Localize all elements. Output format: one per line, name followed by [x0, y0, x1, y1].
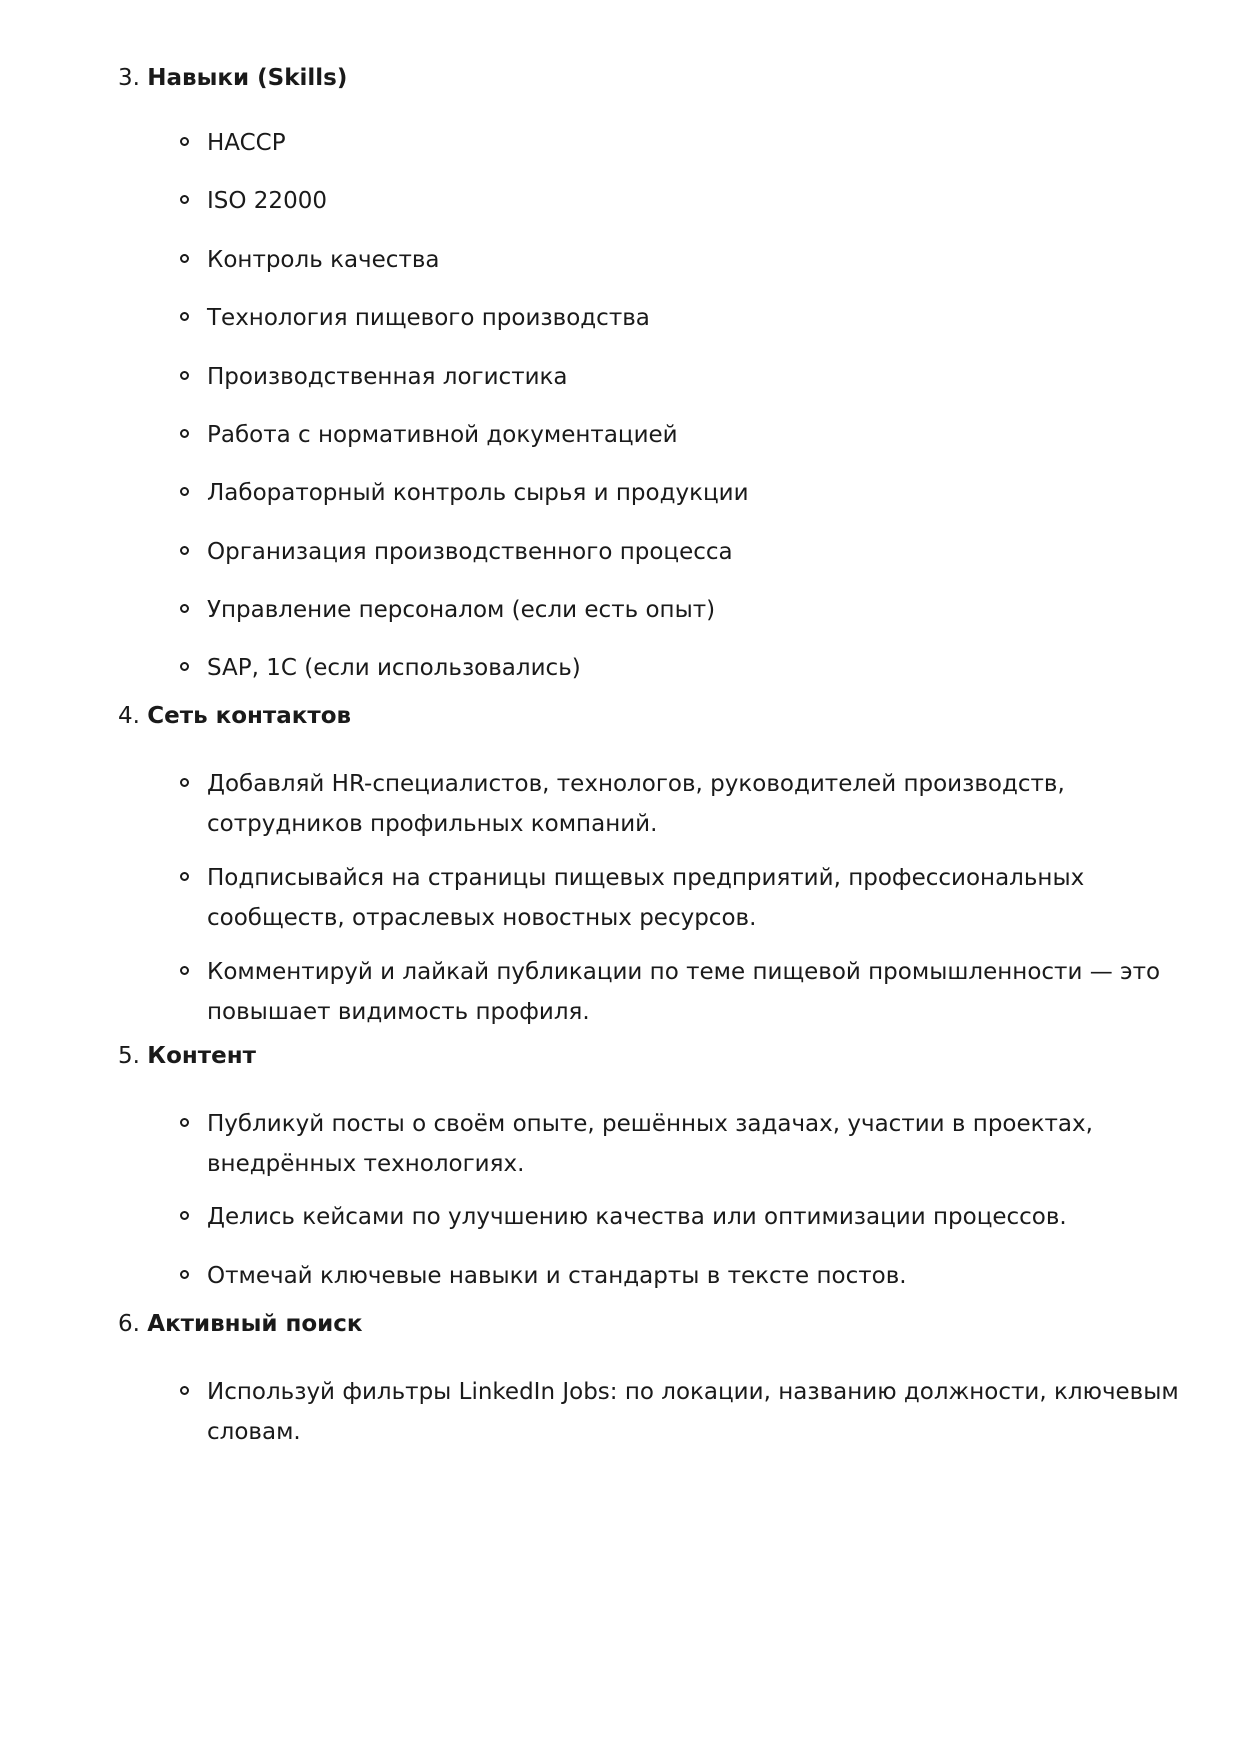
- list-item-text: Комментируй и лайкай публикации по теме пищевой промышленности — это повышает видимость профиля.: [207, 959, 1161, 1025]
- hollow-bullet-icon: [180, 662, 189, 671]
- section-number: 4.: [118, 703, 140, 729]
- hollow-bullet-icon: [180, 1386, 189, 1395]
- hollow-bullet-icon: [180, 546, 189, 555]
- list-item: [180, 1256, 1239, 1296]
- list-item: [180, 123, 1239, 163]
- section-title: Контент: [147, 1043, 256, 1069]
- section-number: 5.: [118, 1043, 140, 1069]
- hollow-bullet-icon: [180, 254, 189, 263]
- list-item: [180, 415, 1239, 455]
- section-skills: [118, 62, 1179, 94]
- section-number: 6.: [118, 1311, 140, 1337]
- section-heading: [118, 1308, 1179, 1340]
- list-item: [180, 532, 1239, 572]
- hollow-bullet-icon: [180, 604, 189, 613]
- hollow-bullet-icon: [180, 966, 189, 975]
- list-item-text: Лабораторный контроль сырья и продукции: [207, 480, 749, 506]
- hollow-bullet-icon: [180, 872, 189, 881]
- section-content: [118, 1040, 1179, 1072]
- hollow-bullet-icon: [180, 1211, 189, 1220]
- list-item-text: Управление персоналом (если есть опыт): [207, 597, 716, 623]
- list-item-text: Производственная логистика: [207, 364, 568, 390]
- section-heading: [118, 1040, 1179, 1072]
- hollow-bullet-icon: [180, 312, 189, 321]
- section-heading: [118, 62, 1179, 94]
- section-title: Сеть контактов: [147, 703, 352, 729]
- list-item: [180, 648, 1239, 688]
- list-item: [180, 1372, 1239, 1452]
- hollow-bullet-icon: [180, 429, 189, 438]
- hollow-bullet-icon: [180, 1270, 189, 1279]
- list-item: [180, 1197, 1239, 1237]
- list-item: [180, 473, 1239, 513]
- list-item: [180, 181, 1239, 221]
- hollow-bullet-icon: [180, 1118, 189, 1127]
- list-item: [180, 858, 1239, 938]
- list-item-text: Публикуй посты о своём опыте, решённых задачах, участии в проектах, внедрённых технологиях.: [207, 1111, 1093, 1177]
- hollow-bullet-icon: [180, 487, 189, 496]
- list-item-text: Контроль качества: [207, 247, 440, 273]
- list-item: [180, 1104, 1239, 1184]
- list-item: [180, 590, 1239, 630]
- list-item: [180, 764, 1239, 844]
- section-active-search: [118, 1308, 1179, 1340]
- list-item-text: Отмечай ключевые навыки и стандарты в тексте постов.: [207, 1263, 907, 1289]
- list-item-text: Делись кейсами по улучшению качества или оптимизации процессов.: [207, 1204, 1067, 1230]
- list-item: [180, 357, 1239, 397]
- hollow-bullet-icon: [180, 137, 189, 146]
- hollow-bullet-icon: [180, 195, 189, 204]
- section-contacts: [118, 700, 1179, 732]
- list-item-text: SAP, 1С (если использовались): [207, 655, 581, 681]
- section-title: Навыки (Skills): [147, 65, 348, 91]
- list-item-text: HACCP: [207, 130, 286, 156]
- list-item: [180, 240, 1239, 280]
- section-number: 3.: [118, 65, 140, 91]
- section-title: Активный поиск: [147, 1311, 363, 1337]
- list-item-text: Подписывайся на страницы пищевых предприятий, профессиональных сообществ, отраслевых новостных ресурсов.: [207, 865, 1085, 931]
- list-item-text: Технология пищевого производства: [207, 305, 650, 331]
- list-item-text: Организация производственного процесса: [207, 539, 733, 565]
- list-item: [180, 952, 1239, 1032]
- hollow-bullet-icon: [180, 778, 189, 787]
- list-item-text: Используй фильтры LinkedIn Jobs: по локации, названию должности, ключевым словам.: [207, 1379, 1179, 1445]
- list-item: [180, 298, 1239, 338]
- hollow-bullet-icon: [180, 371, 189, 380]
- list-item-text: Работа с нормативной документацией: [207, 422, 678, 448]
- list-item-text: Добавляй HR-специалистов, технологов, руководителей производств, сотрудников профильных компаний.: [207, 771, 1065, 837]
- section-heading: [118, 700, 1179, 732]
- list-item-text: ISO 22000: [207, 188, 327, 214]
